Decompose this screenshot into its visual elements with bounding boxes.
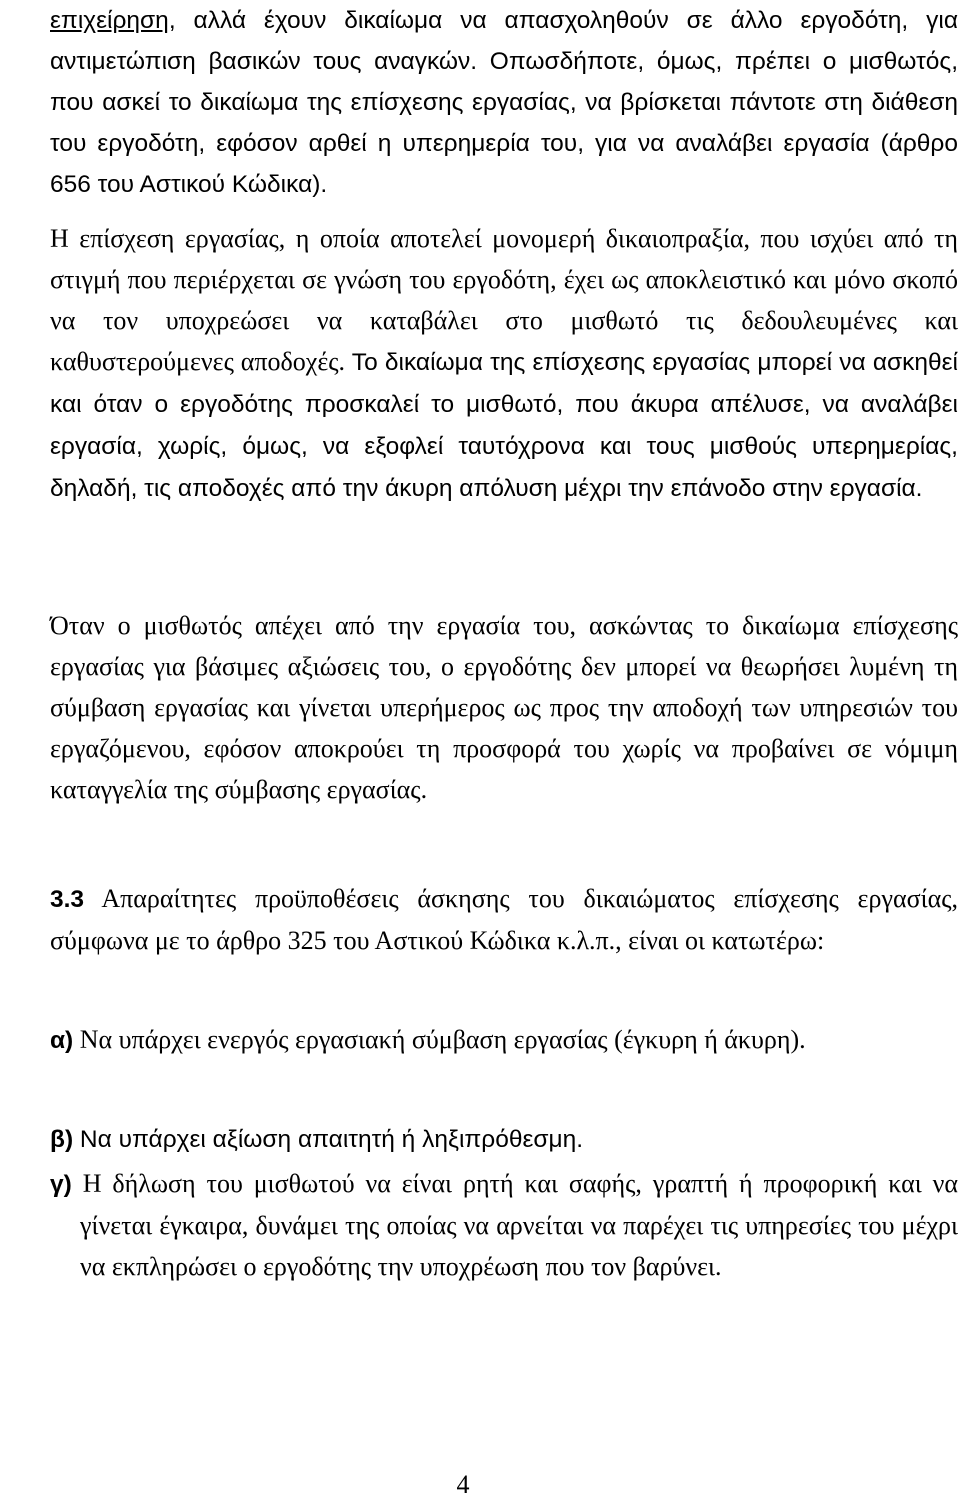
list-item-text: Να υπάρχει αξίωση απαιτητή ή ληξιπρόθεσμη. <box>73 1126 584 1153</box>
intro-text: , αλλά έχουν δικαίωμα να απασχοληθούν σε άλλο εργοδότη, για αντιμετώπιση βασικών τους αναγκών. Οπωσδήποτε, όμως, πρέπει ο μισθωτός, που ασκεί το δικαίωμα της επίσχεσης εργασίας, να βρίσκεται πάντοτε στη διάθεση του εργοδότη, εφόσον αρθεί η υπερημερία του, για να αναλάβει εργασία (άρθρο 656 του Αστικού Κώδικα). <box>50 7 958 198</box>
section-3-3 <box>50 878 958 961</box>
intro-underlined-word: επιχείρηση <box>50 7 169 34</box>
paragraph-employer-default-text: Όταν ο μισθωτός απέχει από την εργασία του, ασκώντας το δικαίωμα επίσχεσης εργασίας για βάσιμες αξιώσεις του, ο εργοδότης δεν μπορεί να θεωρήσει λυμένη τη σύμβαση εργασίας και γίνεται υπερήμερος ως προς την αποδοχή των υπηρεσιών του εργαζόμενου, εφόσον αποκρούει τη προσφορά του χωρίς να προβαίνει σε νόμιμη καταγγελία της σύμβασης εργασίας. <box>50 611 958 804</box>
list-item-a <box>50 1019 958 1061</box>
paragraph-retention <box>50 218 958 509</box>
intro-paragraph <box>50 0 958 205</box>
paragraph-retention-text: Η επίσχεση εργασίας, η οποία αποτελεί μονομερή δικαιοπραξία, που ισχύει από τη στιγμή που περιέρχεται σε γνώση του εργοδότη, έχει ως αποκλειστικό και μόνο σκοπό να τον υποχρεώσει να καταβάλει στο μισθωτό τις δεδουλευμένες και καθυστερούμενες αποδοχές. <box>50 224 958 376</box>
list-item-label: γ) <box>50 1171 72 1198</box>
paragraph-employer-default <box>50 605 958 810</box>
list-item-text: Η δήλωση του μισθωτού να είναι ρητή και σαφής, γραπτή ή προφορική και να γίνεται έγκαιρα, δυνάμει της οποίας να αρνείται να παρέχει τις υπηρεσίες του μέχρι να εκπληρώσει ο εργοδότης την υποχρέωση που τον βαρύνει. <box>71 1169 958 1281</box>
section-text: Απαραίτητες προϋποθέσεις άσκησης του δικαιώματος επίσχεσης εργασίας, σύμφωνα με το άρθρο 325 του Αστικού Κώδικα κ.λ.π., είναι οι κατωτέρω: <box>50 884 958 955</box>
list-item-text: Να υπάρχει ενεργός εργασιακή σύμβαση εργασίας (έγκυρη ή άκυρη). <box>73 1025 806 1054</box>
list-item-label: α) <box>50 1027 74 1054</box>
list-item-c <box>50 1163 958 1287</box>
list-item-b <box>50 1118 958 1160</box>
section-number: 3.3 <box>50 886 85 913</box>
list-item-label: β) <box>50 1126 74 1153</box>
page-number: 4 <box>456 1470 470 1499</box>
paragraph-retention-tail: Το δικαίωμα της επίσχεσης εργασίας μπορεί να ασκηθεί και όταν ο εργοδότης προσκαλεί το μισθωτό, που άκυρα απέλυσε, να αναλάβει εργασία, χωρίς, όμως, να εξοφλεί ταυτόχρονα και τους μισθούς υπερημερίας, δηλαδή, τις αποδοχές από την άκυρη απόλυση μέχρι την επάνοδο στην εργασία. <box>50 349 958 502</box>
